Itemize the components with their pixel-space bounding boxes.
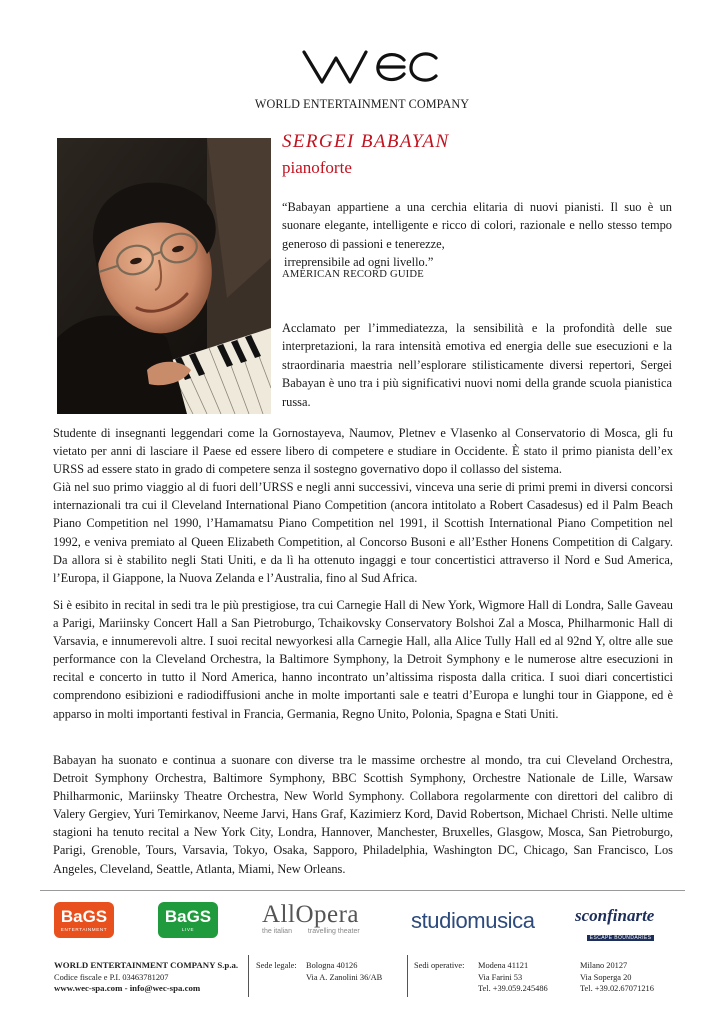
sconfinarte-tagline: ESCAPE BOUNDARIES <box>587 935 655 941</box>
footer-sede-legale-city: Bologna 40126 <box>306 961 358 970</box>
footer-tax-code: Codice fiscale e P.I. 03463781207 <box>54 972 169 982</box>
bags-live-sub: LIVE <box>181 927 195 932</box>
footer-modena-city: Modena 41121 <box>478 961 529 970</box>
footer-sedi-operative-label: Sedi operative: <box>414 961 465 970</box>
bags-live-logo <box>158 902 218 946</box>
body-paragraph-2-text: Già nel suo primo viaggio al di fuori dell’URSS e negli anni successivi, vinceva una serie di primi premi in diversi concorsi internazionali tra cui il Cleveland International Piano Competition (ancora intitolato a Robert Casadesus) ed il Palm Beach Piano Competition nel 1990, l’Hamamatsu Piano Competition nel 1991, il Scottish International Piano Competition nel 1992, e veniva premiato al Queen Elizabeth Competition, al Concorso Busoni e all’Esther Honens Competition di Calgary. Da allora si è stabilito negli Stati Uniti, e da lì ha ottenuto ingaggi e tour concertistici attraverso il Nord e Sud America, l’Europa, il Giappone, la Nuova Zelanda e l’Australia, fino al Sud Africa. <box>53 480 673 585</box>
footer-modena-tel: Tel. +39.059.245486 <box>478 984 548 994</box>
artist-instrument: pianoforte <box>282 158 352 177</box>
footer-divider <box>40 890 685 891</box>
intro-paragraph: Acclamato per l’immediatezza, la sensibilità e la profondità delle sue interpretazioni, la rara intensità emotiva ed energia delle sue esecuzioni e la straordinaria maestria nell’esplorare stilisticamente diversi repertori, Sergei Babayan è uno tra i più significativi nuovi nomi della grande scuola pianistica russa. <box>282 321 672 409</box>
footer-company-name: WORLD ENTERTAINMENT COMPANY S.p.a. <box>54 960 239 970</box>
footer-company-block <box>54 960 238 995</box>
footer-sede-legale-address <box>306 960 382 983</box>
wec-logo <box>300 38 440 94</box>
footer-sede-legale-street: Via A. Zanolini 36/AB <box>306 972 383 982</box>
artist-photo <box>57 138 271 414</box>
press-quote-source: AMERICAN RECORD GUIDE <box>282 269 424 280</box>
footer-milano-city: Milano 20127 <box>580 961 628 970</box>
footer-milano-tel: Tel. +39.02.67071216 <box>580 984 654 994</box>
allopera-tagline-2: travelling theater <box>307 928 360 935</box>
footer-milano-street: Via Soperga 20 <box>580 972 632 982</box>
press-quote-text: “Babayan appartiene a una cerchia elitaria di nuovi pianisti. Il suo è un suonare elegante, intelligente e ricco di colori, razionale e nello stesso tempo generoso di passioni e tenerezze, <box>282 200 672 251</box>
bags-entertainment-sub: ENTERTAINMENT <box>60 927 108 932</box>
footer-separator-2 <box>407 955 408 997</box>
footer-milano-address <box>580 960 654 995</box>
allopera-tagline-1: the italian <box>262 928 292 935</box>
footer-modena-address <box>478 960 548 995</box>
allopera-tagline <box>262 928 360 935</box>
body-paragraph-4: Babayan ha suonato e continua a suonare con diverse tra le massime orchestre al mondo, tra cui Cleveland Orchestra, Detroit Symphony Orchestra, Baltimore Symphony, BBC Scottish Symphony, Orchestre Nationale de Lille, Warsaw Philharmonic, Mariinsky Theatre Orchestra, New World Symphony. Collabora regolarmente con direttori del calibro di Valery Gergiev, Yuri Temirkanov, Neeme Jarvi, Hans Graf, Kazimierz Kord, David Robertson, Michael Christi. Nelle ultime stagioni ha tenuto recital a New York City, Londra, Hannover, Manchester, Bruxelles, Glasgow, Mosca, San Pietroburgo, Parigi, Grenoble, Tours, Varsavia, Tokyo, Osaka, Sapporo, Philadelphia, Washington DC, Chicago, San Francisco, Los Angeles, Cleveland, Seattle, Atlanta, Miami, New Orleans. <box>53 753 673 876</box>
bags-entertainment-logo <box>54 902 114 946</box>
bags-live-badge <box>158 902 218 938</box>
body-paragraph-1 <box>53 424 673 587</box>
company-name: WORLD ENTERTAINMENT COMPANY <box>254 97 470 111</box>
press-quote <box>282 198 672 272</box>
sconfinarte-name: sconfinarte <box>575 906 655 925</box>
sconfinarte-logo <box>575 906 654 950</box>
footer-modena-street: Via Farini 53 <box>478 972 523 982</box>
artist-name: SERGEI BABAYAN <box>282 131 450 152</box>
footer-sede-legale-label: Sede legale: <box>256 961 297 970</box>
artist-portrait-image <box>57 138 271 414</box>
footer-separator-1 <box>248 955 249 997</box>
studiomusica-logo: studiomusica <box>411 908 535 933</box>
body-paragraph-1-text: Studente di insegnanti leggendari come la Gornostayeva, Naumov, Pletnev e Vlasenko al Conservatorio di Mosca, gli fu vietato per anni di lasciare il Paese ed essere libero di competere e studiare in Occidente. È stato il primo pianista dell’ex URSS ad essere stato in grado di competere senza il sostegno governativo dopo il collasso del sistema. <box>53 426 673 477</box>
bags-entertainment-badge <box>54 902 114 938</box>
press-quote-text-end: irreprensibile ad ogni livello.” <box>284 255 434 270</box>
bags-entertainment-word: BaGS <box>60 907 108 926</box>
bags-live-word: BaGS <box>164 907 212 926</box>
body-paragraph-3: Si è esibito in recital in sedi tra le più prestigiose, tra cui Carnegie Hall di New York, Wigmore Hall di Londra, Salle Gaveau a Parigi, Mariinsky Concert Hall a San Pietroburgo, Tchaikovsky Conservatory Bolshoi Zal a Mosca, Philharmonic Hall di Varsavia, e innumerevoli altre. I suoi recital newyorkesi alla Carnegie Hall, alla Alice Tully Hall ed al 92nd Y, oltre alle sue performance con la Cleveland Orchestra, la Baltimore Symphony, la Detroit Symphony e le numerose altre esecuzioni in recital e concerto in tutto il Nord America, hanno incontrato un’altissima risposta dalla critica. I suoi diari concertistici comprendono esibizioni e radiodiffusioni anche in molte importanti sale e teatri d’Europa e lunghi tour in Giappone, ed è apparso in molti importanti festival in Francia, Germania, Regno Unito, Polonia, Spagna e Stati Uniti. <box>53 598 673 721</box>
allopera-logo <box>262 902 360 946</box>
allopera-name: AllOpera <box>262 901 360 928</box>
footer-web-email: www.wec-spa.com - info@wec-spa.com <box>54 983 201 994</box>
